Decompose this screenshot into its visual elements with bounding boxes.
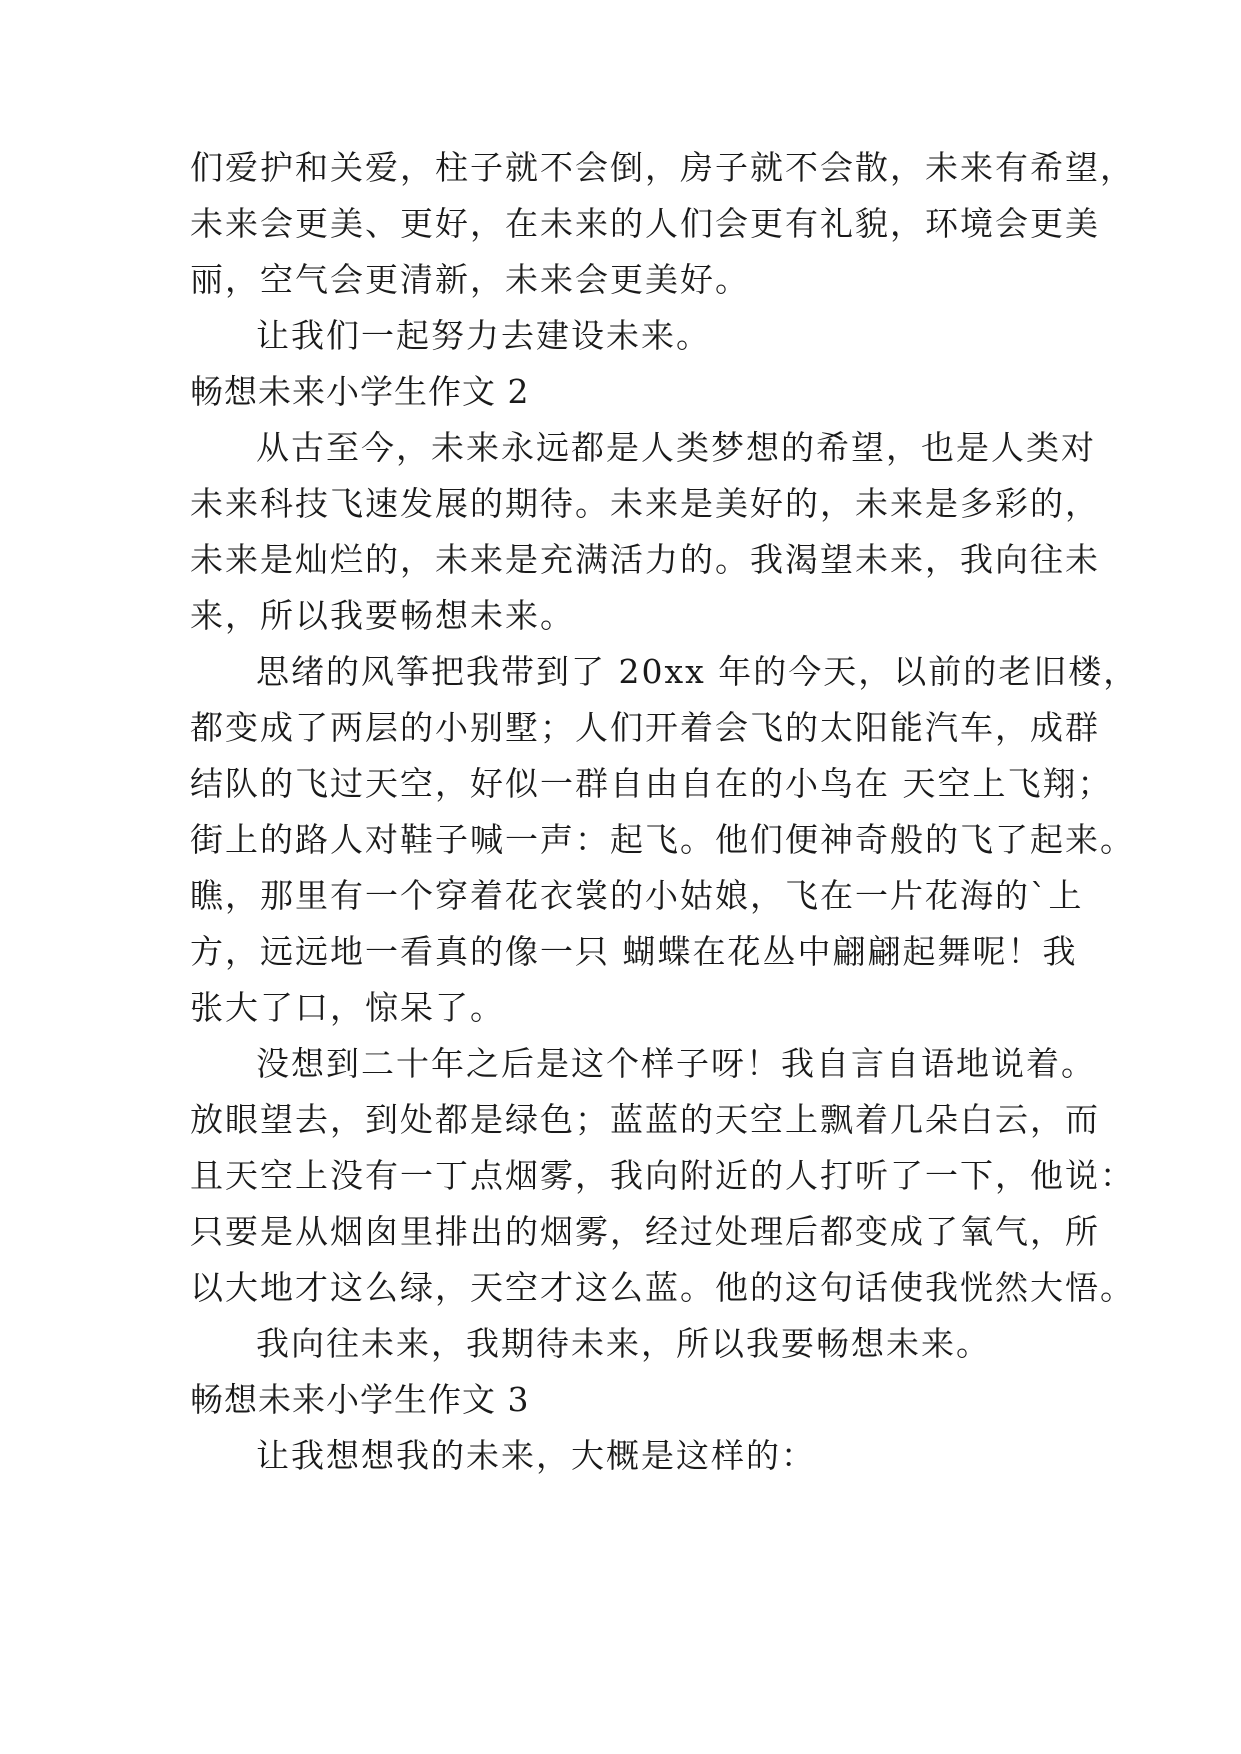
text-line: 结队的飞过天空，好似一群自由自在的小鸟在 天空上飞翔； (190, 764, 1113, 803)
text-line: 让我想想我的未来，大概是这样的： (256, 1436, 816, 1475)
text-line: 张大了口，惊呆了。 (190, 988, 505, 1027)
text-line: 只要是从烟囱里排出的烟雾，经过处理后都变成了氧气，所 (190, 1212, 1100, 1251)
text-line: 没想到二十年之后是这个样子呀！我自言自语地说着。 (256, 1044, 1096, 1083)
text-line: 来，所以我要畅想未来。 (190, 596, 575, 635)
text-line: 丽，空气会更清新，未来会更美好。 (190, 260, 750, 299)
text-line: 且天空上没有一丁点烟雾，我向附近的人打听了一下，他说： (190, 1156, 1135, 1195)
text-line: 以大地才这么绿，天空才这么蓝。他的这句话使我恍然大悟。 (190, 1268, 1135, 1307)
text-line: 瞧，那里有一个穿着花衣裳的小姑娘，飞在一片花海的`上 (190, 876, 1084, 915)
text-line: 让我们一起努力去建设未来。 (256, 316, 711, 355)
section-heading: 畅想未来小学生作文 3 (190, 1380, 530, 1419)
section-heading: 畅想未来小学生作文 2 (190, 372, 530, 411)
text-line: 街上的路人对鞋子喊一声：起飞。他们便神奇般的飞了起来。 (190, 820, 1135, 859)
text-line: 我向往未来，我期待未来，所以我要畅想未来。 (256, 1324, 991, 1363)
text-line: 未来是灿烂的，未来是充满活力的。我渴望未来，我向往未 (190, 540, 1100, 579)
text-line: 未来会更美、更好，在未来的人们会更有礼貌，环境会更美 (190, 204, 1100, 243)
text-line: 们爱护和关爱，柱子就不会倒，房子就不会散，未来有希望， (190, 148, 1135, 187)
text-line: 从古至今，未来永远都是人类梦想的希望，也是人类对 (256, 428, 1096, 467)
text-line: 思绪的风筝把我带到了 20xx 年的今天，以前的老旧楼， (256, 652, 1139, 691)
text-line: 未来科技飞速发展的期待。未来是美好的，未来是多彩的， (190, 484, 1100, 523)
text-line: 方，远远地一看真的像一只 蝴蝶在花丛中翩翩起舞呢！我 (190, 932, 1078, 971)
text-line: 都变成了两层的小别墅；人们开着会飞的太阳能汽车，成群 (190, 708, 1100, 747)
text-line: 放眼望去，到处都是绿色；蓝蓝的天空上飘着几朵白云，而 (190, 1100, 1100, 1139)
